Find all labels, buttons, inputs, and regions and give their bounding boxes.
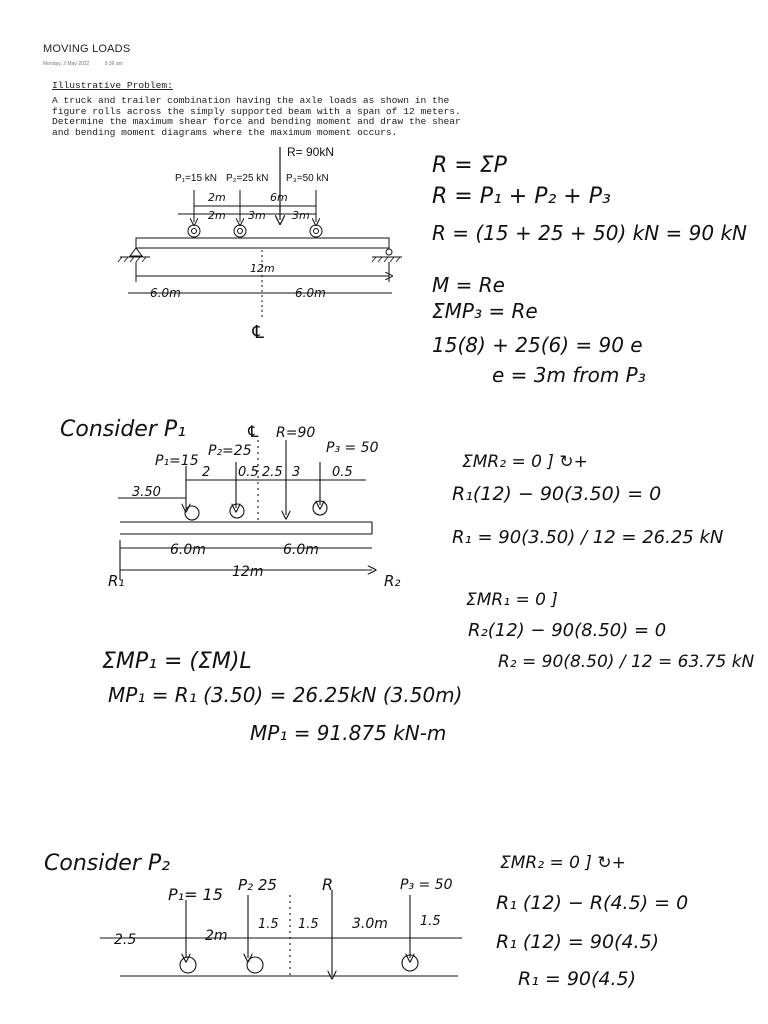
dim-2m: 2m: [208, 209, 226, 222]
dim-label: 0.5: [332, 465, 353, 480]
dim-label: 3.0m: [352, 916, 388, 932]
page-title: MOVING LOADS: [43, 43, 131, 55]
equation-line: M = Re: [432, 273, 505, 297]
equation-line: R₁ (12) = 90(4.5): [496, 931, 660, 953]
equation-line: R₁ = 90(3.50) / 12 = 26.25 kN: [452, 527, 724, 548]
equation-line: R = (15 + 25 + 50) kN = 90 kN: [432, 221, 747, 245]
dim-label: 0.5: [238, 465, 259, 480]
page-time: 9:36 am: [104, 61, 123, 67]
dim-label: 1.5: [298, 917, 319, 932]
dim-label: 3.50: [132, 485, 161, 500]
section-heading: Consider P₂: [44, 851, 170, 876]
centerline-symbol: ℄: [246, 422, 261, 441]
p3-load-label: P₃ = 50: [400, 877, 453, 893]
equation-line: MP₁ = R₁ (3.50) = 26.25kN (3.50m): [108, 683, 463, 707]
dim-2m-top: 2m: [208, 191, 226, 204]
equation-line: R = ΣP: [432, 153, 507, 178]
centerline-symbol: ℄: [250, 322, 267, 343]
equation-line: R₂(12) − 90(8.50) = 0: [468, 620, 667, 641]
load-p2-label: P₂=25 kN: [226, 173, 269, 184]
problem-line: Determine the maximum shear force and bending moment and draw the shear: [52, 116, 461, 127]
dim-label: 2.5: [262, 465, 283, 480]
resultant-label: R= 90kN: [287, 145, 335, 159]
figure-beam-3: [100, 890, 462, 976]
equation-line: MP₁ = 91.875 kN-m: [250, 721, 447, 745]
p2-load-label: P₂=25: [208, 443, 252, 459]
problem-line: and bending moment diagrams where the maximum moment occurs.: [52, 126, 398, 138]
dim-label: 1.5: [420, 914, 441, 929]
equation-line: ΣMR₂ = 0 ] ↻+: [500, 853, 626, 873]
span-label: 12m: [250, 262, 275, 275]
dim-label: 2m: [205, 928, 228, 944]
reaction-r2-label: R₂: [384, 572, 401, 590]
equation-line: R₁(12) − 90(3.50) = 0: [452, 483, 662, 505]
load-p3-label: P₃=50 kN: [286, 173, 329, 184]
dim-3m-b: 3m: [292, 209, 310, 222]
dim-label: 3: [292, 465, 301, 480]
page-date: Monday, 2 May 2022: [43, 61, 90, 67]
p2-load-label: P₂ 25: [238, 876, 277, 894]
equation-line: ΣMR₂ = 0 ] ↻+: [462, 452, 588, 472]
p1-load-label: P₁=15: [155, 453, 199, 469]
equation-line: R₁ (12) − R(4.5) = 0: [496, 892, 689, 914]
section-heading: Consider P₁: [60, 417, 186, 442]
equation-line: 15(8) + 25(6) = 90 e: [432, 333, 643, 357]
p1-load-label: P₁= 15: [168, 885, 223, 904]
dim-label: 6.0m: [283, 542, 319, 558]
equation-line: R₂ = 90(8.50) / 12 = 63.75 kN: [498, 652, 755, 672]
dim-3m-a: 3m: [248, 209, 266, 222]
dim-label: 1.5: [258, 917, 279, 932]
problem-line: A truck and trailer combination having the axle loads as shown in the: [52, 95, 450, 106]
half-right-label: 6.0m: [295, 286, 326, 300]
dim-label: 2: [202, 465, 211, 480]
equation-line: ΣMP₃ = Re: [432, 299, 538, 323]
problem-line: figure rolls across the simply supported beam with a span of 12 meters.: [52, 105, 461, 117]
equation-line: e = 3m from P₃: [492, 363, 646, 387]
equation-line: ΣMP₁ = (ΣM)L: [102, 649, 252, 674]
dim-label: 2.5: [114, 932, 137, 948]
problem-heading: Illustrative Problem:: [52, 80, 173, 91]
dim-label: 6.0m: [170, 542, 206, 558]
equation-line: R = P₁ + P₂ + P₃: [432, 184, 611, 209]
equation-line: ΣMR₁ = 0 ]: [466, 590, 558, 610]
dim-label: 12m: [232, 564, 264, 580]
reaction-r1-label: R₁: [108, 572, 125, 590]
half-left-label: 6.0m: [150, 286, 181, 300]
dim-6m: 6m: [270, 191, 288, 204]
resultant-label: R=90: [276, 425, 316, 441]
equation-line: R₁ = 90(4.5): [518, 968, 637, 990]
p3-load-label: P₃ = 50: [326, 440, 379, 456]
resultant-label: R: [322, 875, 334, 894]
load-p1-label: P₁=15 kN: [175, 173, 218, 184]
